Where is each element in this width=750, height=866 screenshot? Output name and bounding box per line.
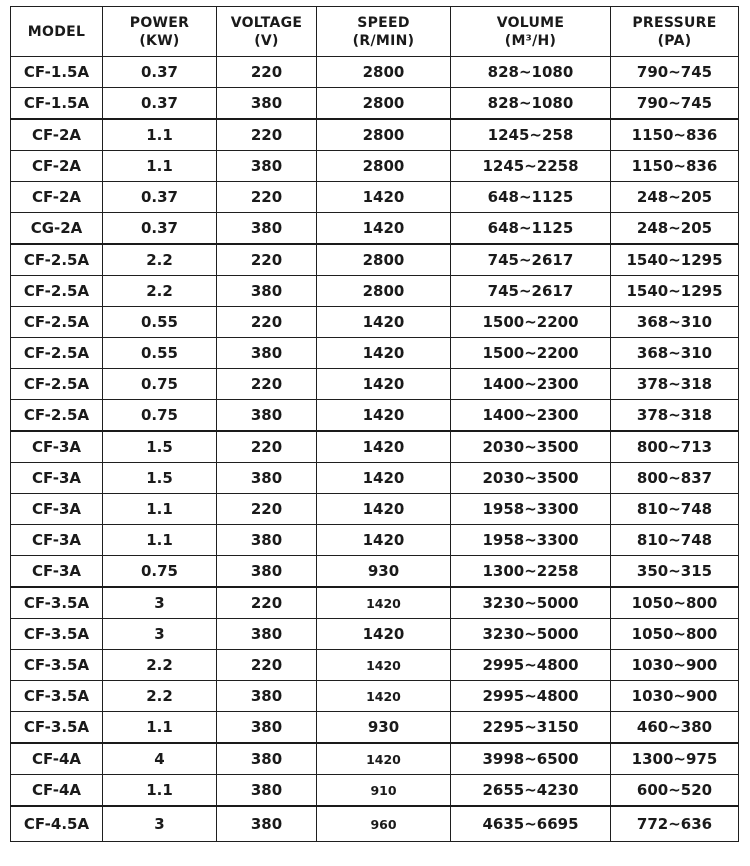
cell-pressure: 378~318: [611, 400, 739, 432]
cell-pressure: 790~745: [611, 88, 739, 120]
cell-volume: 648~1125: [451, 182, 611, 213]
cell-volume: 648~1125: [451, 213, 611, 245]
cell-model: CF-3A: [11, 463, 103, 494]
cell-pressure: 248~205: [611, 182, 739, 213]
cell-pressure: 1540~1295: [611, 244, 739, 276]
cell-voltage: 220: [217, 369, 317, 400]
cell-speed: 2800: [317, 57, 451, 88]
cell-model: CF-3.5A: [11, 619, 103, 650]
cell-model: CF-3A: [11, 494, 103, 525]
cell-speed: 1420: [317, 619, 451, 650]
table-row: [11, 650, 739, 681]
cell-speed: 2800: [317, 119, 451, 151]
cell-power: 0.75: [103, 400, 217, 432]
table-row: [11, 307, 739, 338]
cell-model: CF-2.5A: [11, 307, 103, 338]
cell-volume: 828~1080: [451, 88, 611, 120]
cell-speed: 2800: [317, 88, 451, 120]
cell-model: CF-2.5A: [11, 400, 103, 432]
cell-power: 0.37: [103, 88, 217, 120]
header-speed: SPEED (R/MIN): [317, 7, 451, 57]
cell-power: 0.37: [103, 57, 217, 88]
cell-model: CF-2.5A: [11, 276, 103, 307]
table-row: [11, 743, 739, 775]
table-row: [11, 619, 739, 650]
table-row: [11, 151, 739, 182]
cell-power: 1.1: [103, 525, 217, 556]
table-row: [11, 244, 739, 276]
cell-model: CF-4.5A: [11, 806, 103, 842]
cell-model: CF-3A: [11, 525, 103, 556]
table-row: [11, 431, 739, 463]
table-row: [11, 338, 739, 369]
cell-model: CF-3.5A: [11, 712, 103, 744]
cell-speed: 930: [317, 556, 451, 588]
cell-volume: 2655~4230: [451, 775, 611, 807]
cell-volume: 3230~5000: [451, 619, 611, 650]
cell-voltage: 380: [217, 681, 317, 712]
cell-voltage: 380: [217, 151, 317, 182]
cell-pressure: 800~837: [611, 463, 739, 494]
cell-model: CF-2.5A: [11, 369, 103, 400]
cell-pressure: 378~318: [611, 369, 739, 400]
cell-model: CF-2A: [11, 119, 103, 151]
cell-speed: 1420: [317, 213, 451, 245]
cell-volume: 4635~6695: [451, 806, 611, 842]
cell-volume: 3230~5000: [451, 587, 611, 619]
header-pressure: PRESSURE (PA): [611, 7, 739, 57]
cell-pressure: 772~636: [611, 806, 739, 842]
cell-volume: 828~1080: [451, 57, 611, 88]
cell-pressure: 790~745: [611, 57, 739, 88]
cell-power: 0.75: [103, 369, 217, 400]
cell-power: 1.1: [103, 119, 217, 151]
cell-power: 2.2: [103, 276, 217, 307]
cell-power: 0.75: [103, 556, 217, 588]
cell-volume: 1958~3300: [451, 494, 611, 525]
cell-voltage: 380: [217, 338, 317, 369]
cell-voltage: 220: [217, 494, 317, 525]
cell-power: 2.2: [103, 650, 217, 681]
cell-speed: 1420: [317, 307, 451, 338]
cell-voltage: 220: [217, 650, 317, 681]
cell-voltage: 220: [217, 57, 317, 88]
table-row: [11, 88, 739, 120]
table-row: [11, 369, 739, 400]
table-row: [11, 276, 739, 307]
cell-power: 1.1: [103, 712, 217, 744]
cell-power: 2.2: [103, 681, 217, 712]
cell-pressure: 1050~800: [611, 587, 739, 619]
table-row: [11, 119, 739, 151]
cell-voltage: 220: [217, 431, 317, 463]
cell-voltage: 380: [217, 712, 317, 744]
cell-volume: 2030~3500: [451, 463, 611, 494]
cell-speed: 1420: [317, 431, 451, 463]
cell-power: 0.55: [103, 307, 217, 338]
cell-pressure: 368~310: [611, 307, 739, 338]
cell-volume: 1400~2300: [451, 369, 611, 400]
header-power: POWER (KW): [103, 7, 217, 57]
cell-speed: 1420: [317, 400, 451, 432]
cell-model: CF-1.5A: [11, 88, 103, 120]
cell-power: 0.55: [103, 338, 217, 369]
cell-power: 3: [103, 619, 217, 650]
cell-power: 0.37: [103, 182, 217, 213]
cell-voltage: 380: [217, 619, 317, 650]
cell-voltage: 380: [217, 88, 317, 120]
cell-speed: 1420: [317, 743, 451, 775]
cell-pressure: 350~315: [611, 556, 739, 588]
cell-voltage: 220: [217, 182, 317, 213]
cell-model: CF-3.5A: [11, 650, 103, 681]
table-row: [11, 681, 739, 712]
cell-speed: 1420: [317, 338, 451, 369]
cell-pressure: 1300~975: [611, 743, 739, 775]
cell-model: CF-3.5A: [11, 587, 103, 619]
cell-voltage: 220: [217, 119, 317, 151]
cell-power: 3: [103, 587, 217, 619]
cell-volume: 1245~258: [451, 119, 611, 151]
header-model: MODEL: [11, 7, 103, 57]
cell-power: 4: [103, 743, 217, 775]
cell-pressure: 248~205: [611, 213, 739, 245]
cell-volume: 2295~3150: [451, 712, 611, 744]
cell-voltage: 220: [217, 587, 317, 619]
cell-pressure: 1030~900: [611, 650, 739, 681]
cell-model: CG-2A: [11, 213, 103, 245]
cell-volume: 1958~3300: [451, 525, 611, 556]
cell-model: CF-2.5A: [11, 338, 103, 369]
cell-volume: 2995~4800: [451, 650, 611, 681]
cell-speed: 1420: [317, 494, 451, 525]
cell-voltage: 380: [217, 806, 317, 842]
table-row: [11, 587, 739, 619]
cell-pressure: 600~520: [611, 775, 739, 807]
cell-model: CF-4A: [11, 775, 103, 807]
cell-pressure: 1150~836: [611, 151, 739, 182]
cell-model: CF-2A: [11, 151, 103, 182]
cell-voltage: 380: [217, 400, 317, 432]
cell-speed: 910: [317, 775, 451, 807]
cell-volume: 2995~4800: [451, 681, 611, 712]
cell-speed: 1420: [317, 525, 451, 556]
table-row: [11, 400, 739, 432]
cell-pressure: 368~310: [611, 338, 739, 369]
cell-pressure: 1030~900: [611, 681, 739, 712]
table-row: [11, 775, 739, 807]
cell-speed: 1420: [317, 587, 451, 619]
cell-model: CF-2A: [11, 182, 103, 213]
table-row: [11, 213, 739, 245]
cell-voltage: 380: [217, 463, 317, 494]
cell-volume: 2030~3500: [451, 431, 611, 463]
cell-voltage: 380: [217, 743, 317, 775]
cell-speed: 1420: [317, 650, 451, 681]
cell-voltage: 220: [217, 307, 317, 338]
cell-pressure: 1150~836: [611, 119, 739, 151]
table-body: [11, 57, 739, 842]
cell-power: 1.5: [103, 431, 217, 463]
cell-pressure: 810~748: [611, 494, 739, 525]
table-row: [11, 182, 739, 213]
cell-speed: 2800: [317, 244, 451, 276]
cell-model: CF-3.5A: [11, 681, 103, 712]
table-row: [11, 556, 739, 588]
cell-voltage: 380: [217, 213, 317, 245]
cell-speed: 1420: [317, 681, 451, 712]
cell-speed: 960: [317, 806, 451, 842]
cell-pressure: 1050~800: [611, 619, 739, 650]
cell-volume: 745~2617: [451, 244, 611, 276]
cell-volume: 1300~2258: [451, 556, 611, 588]
cell-power: 3: [103, 806, 217, 842]
cell-volume: 1400~2300: [451, 400, 611, 432]
cell-model: CF-4A: [11, 743, 103, 775]
cell-voltage: 220: [217, 244, 317, 276]
cell-power: 2.2: [103, 244, 217, 276]
header-volume: VOLUME (M³/H): [451, 7, 611, 57]
cell-model: CF-3A: [11, 556, 103, 588]
cell-voltage: 380: [217, 556, 317, 588]
table-row: [11, 712, 739, 744]
table-row: [11, 806, 739, 842]
cell-pressure: 800~713: [611, 431, 739, 463]
table-row: [11, 494, 739, 525]
cell-model: CF-3A: [11, 431, 103, 463]
cell-pressure: 1540~1295: [611, 276, 739, 307]
cell-model: CF-2.5A: [11, 244, 103, 276]
cell-voltage: 380: [217, 525, 317, 556]
table-row: [11, 525, 739, 556]
cell-volume: 1500~2200: [451, 307, 611, 338]
cell-pressure: 810~748: [611, 525, 739, 556]
cell-volume: 745~2617: [451, 276, 611, 307]
cell-speed: 930: [317, 712, 451, 744]
table-header-row: [11, 7, 739, 57]
cell-speed: 2800: [317, 276, 451, 307]
cell-speed: 1420: [317, 463, 451, 494]
cell-power: 1.1: [103, 775, 217, 807]
table-row: [11, 57, 739, 88]
cell-volume: 1500~2200: [451, 338, 611, 369]
cell-speed: 1420: [317, 182, 451, 213]
cell-speed: 2800: [317, 151, 451, 182]
cell-voltage: 380: [217, 276, 317, 307]
cell-voltage: 380: [217, 775, 317, 807]
cell-power: 0.37: [103, 213, 217, 245]
cell-power: 1.1: [103, 151, 217, 182]
header-voltage: VOLTAGE (V): [217, 7, 317, 57]
cell-volume: 1245~2258: [451, 151, 611, 182]
cell-power: 1.5: [103, 463, 217, 494]
cell-pressure: 460~380: [611, 712, 739, 744]
cell-speed: 1420: [317, 369, 451, 400]
cell-power: 1.1: [103, 494, 217, 525]
cell-model: CF-1.5A: [11, 57, 103, 88]
cell-volume: 3998~6500: [451, 743, 611, 775]
table-row: [11, 463, 739, 494]
fan-spec-table: [10, 6, 739, 842]
